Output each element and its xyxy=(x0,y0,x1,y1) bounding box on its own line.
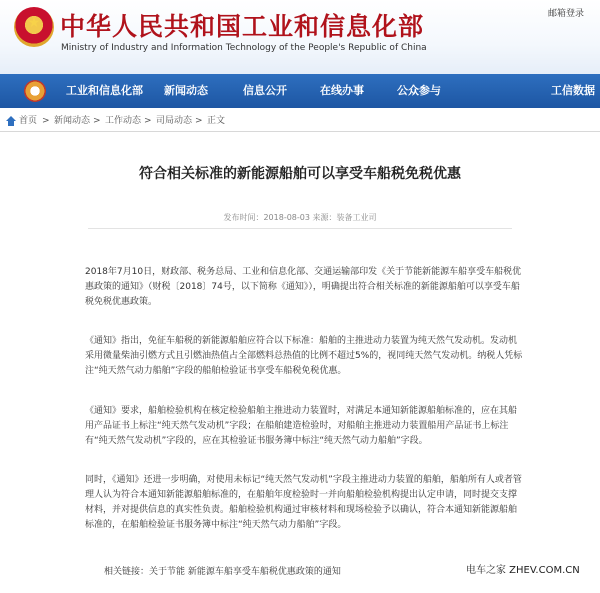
site-header xyxy=(0,0,600,74)
breadcrumb-bureau[interactable]: 司局动态 xyxy=(156,116,193,126)
article-paragraph: 《通知》要求，船舶检验机构在核定检验船舶主推进动力装置时，对满足本通知新能源船舶标准的，应在其船用产品证书上标注“纯天然气发动机”字段；在船舶建造检验时，对船舶主推进动力装置船用产品证书上标注有“纯天然气发动机”字段的，应在其检验证书服务簿中标注“纯天然气动力船舶”字段。 xyxy=(85,406,518,446)
national-emblem-icon: ★ xyxy=(14,7,54,47)
breadcrumb-current: 正文 xyxy=(207,116,226,126)
nav-item-ministry[interactable]: 工业和信息化部 xyxy=(66,84,143,97)
article-paragraph: 2018年7月10日，财政部、税务总局、工业和信息化部、交通运输部印发《关于节能新能源车船享受车船税优惠政策的通知》（财税〔2018〕74号，以下简称《通知》），明确提出符合相关标准的新能源船舶可以享受车船税免税优惠政策。 xyxy=(85,267,522,307)
site-subtitle: Ministry of Industry and Information Technology of the People's Republic of China xyxy=(61,43,427,53)
nav-item-public-participation[interactable]: 公众参与 xyxy=(397,84,441,97)
article-title: 符合相关标准的新能源船舶可以享受车船税免税优惠 xyxy=(139,166,461,182)
related-link[interactable]: 关于节能 新能源车船享受车船税优惠政策的通知 xyxy=(149,567,341,577)
home-icon xyxy=(6,116,16,126)
breadcrumb-sep: > xyxy=(93,116,101,126)
related-links xyxy=(104,564,341,577)
nav-logo-icon xyxy=(24,80,46,102)
site-title[interactable]: 中华人民共和国工业和信息化部 xyxy=(60,12,425,41)
article-paragraph: 《通知》指出，免征车船税的新能源船舶应符合以下标准：船舶的主推进动力装置为纯天然气发动机。发动机采用微量柴油引燃方式且引燃油热值占全部燃料总热值的比例不超过5%的，视同纯天然气发动机。纳税人凭标注“纯天然气动力船舶”字段的船舶检验证书享受车船税免税优惠。 xyxy=(85,336,523,376)
watermark: 电车之家 ZHEV.COM.CN xyxy=(466,565,580,576)
nav-item-data[interactable]: 工信数据 xyxy=(551,84,595,97)
breadcrumb-work[interactable]: 工作动态 xyxy=(105,116,142,126)
nav-item-online-service[interactable]: 在线办事 xyxy=(320,84,364,97)
divider xyxy=(88,228,512,229)
nav-item-news[interactable]: 新闻动态 xyxy=(164,84,208,97)
article-meta: 发布时间：2018-08-03 来源：装备工业司 xyxy=(223,213,377,222)
nav-item-info-public[interactable]: 信息公开 xyxy=(243,84,287,97)
main-nav xyxy=(0,74,600,108)
breadcrumb-sep: > xyxy=(42,116,50,126)
breadcrumb-sep: > xyxy=(144,116,152,126)
related-label: 相关链接： xyxy=(104,567,150,577)
breadcrumb-home[interactable]: 首页 xyxy=(19,116,38,126)
mailbox-login-link[interactable]: 邮箱登录 xyxy=(548,9,585,19)
divider xyxy=(0,131,600,132)
article-paragraph: 同时，《通知》还进一步明确，对使用未标记“纯天然气发动机”字段主推进动力装置的船舶，船舶所有人或者管理人认为符合本通知新能源船舶标准的，在船舶年度检验时一并向船舶检验机构提出认定申请，同时提交支撑材料，并对提供信息的真实性负责。船舶检验机构通过审核材料和现场检验予以确认，符合本通知新能源船舶标准的，在船舶检验证书服务簿中标注“纯天然气动力船舶”字段。 xyxy=(85,475,522,530)
breadcrumb-sep: > xyxy=(195,116,203,126)
breadcrumb-news[interactable]: 新闻动态 xyxy=(54,116,91,126)
